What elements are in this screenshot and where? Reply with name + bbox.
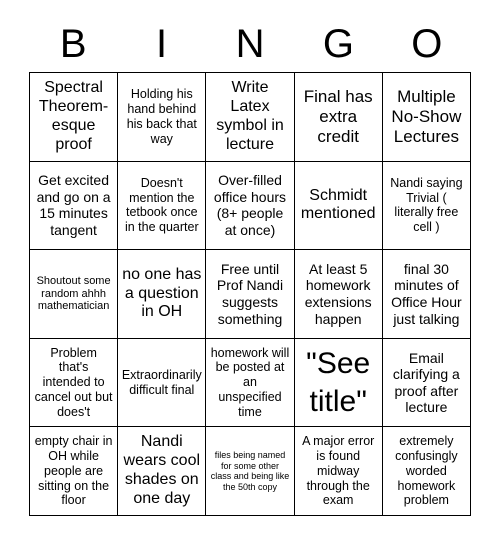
bingo-cell-r1-c3[interactable]: Write Latex symbol in lecture [206, 73, 294, 162]
bingo-cell-r1-c1[interactable]: Spectral Theorem-esque proof [30, 73, 118, 162]
header-letter-n: N [235, 21, 265, 66]
bingo-cell-r5-c5[interactable]: extremely confusingly worded homework problem [383, 427, 471, 516]
bingo-grid [29, 72, 471, 516]
bingo-cell-r1-c5[interactable]: Multiple No-Show Lectures [383, 73, 471, 162]
bingo-cell-r3-c3[interactable]: Free until Prof Nandi suggests something [206, 250, 294, 339]
bingo-cell-r5-c1[interactable]: empty chair in OH while people are sitting on the floor [30, 427, 118, 516]
bingo-cell-r3-c2[interactable]: no one has a question in OH [118, 250, 206, 339]
bingo-cell-r5-c2[interactable]: Nandi wears cool shades on one day [118, 427, 206, 516]
bingo-cell-r1-c2[interactable]: Holding his hand behind his back that way [118, 73, 206, 162]
bingo-header [29, 14, 471, 74]
bingo-cell-r2-c3[interactable]: Over-filled office hours (8+ people at once) [206, 162, 294, 251]
bingo-cell-r1-c4[interactable]: Final has extra credit [295, 73, 383, 162]
header-letter-b: B [59, 21, 87, 66]
bingo-cell-r2-c1[interactable]: Get excited and go on a 15 minutes tangent [30, 162, 118, 251]
bingo-cell-r4-c1[interactable]: Problem that's intended to cancel out but does't [30, 339, 118, 428]
bingo-cell-r5-c3[interactable]: files being named for some other class and being like the 50th copy [206, 427, 294, 516]
bingo-cell-r5-c4[interactable]: A major error is found midway through the exam [295, 427, 383, 516]
bingo-cell-r4-c4[interactable]: "See title" [295, 339, 383, 428]
bingo-cell-r3-c4[interactable]: At least 5 homework extensions happen [295, 250, 383, 339]
bingo-cell-r2-c5[interactable]: Nandi saying Trivial ( literally free cell ) [383, 162, 471, 251]
bingo-cell-r4-c3[interactable]: homework will be posted at an unspecified time [206, 339, 294, 428]
bingo-cell-r4-c5[interactable]: Email clarifying a proof after lecture [383, 339, 471, 428]
bingo-cell-r2-c4[interactable]: Schmidt mentioned [295, 162, 383, 251]
header-letter-o: O [411, 21, 443, 66]
header-letter-i: I [156, 21, 168, 66]
bingo-cell-r3-c5[interactable]: final 30 minutes of Office Hour just talking [383, 250, 471, 339]
bingo-cell-r3-c1[interactable]: Shoutout some random ahhh mathematician [30, 250, 118, 339]
header-letter-g: G [322, 21, 354, 66]
bingo-cell-r2-c2[interactable]: Doesn't mention the tetbook once in the quarter [118, 162, 206, 251]
bingo-cell-r4-c2[interactable]: Extraordinarily difficult final [118, 339, 206, 428]
